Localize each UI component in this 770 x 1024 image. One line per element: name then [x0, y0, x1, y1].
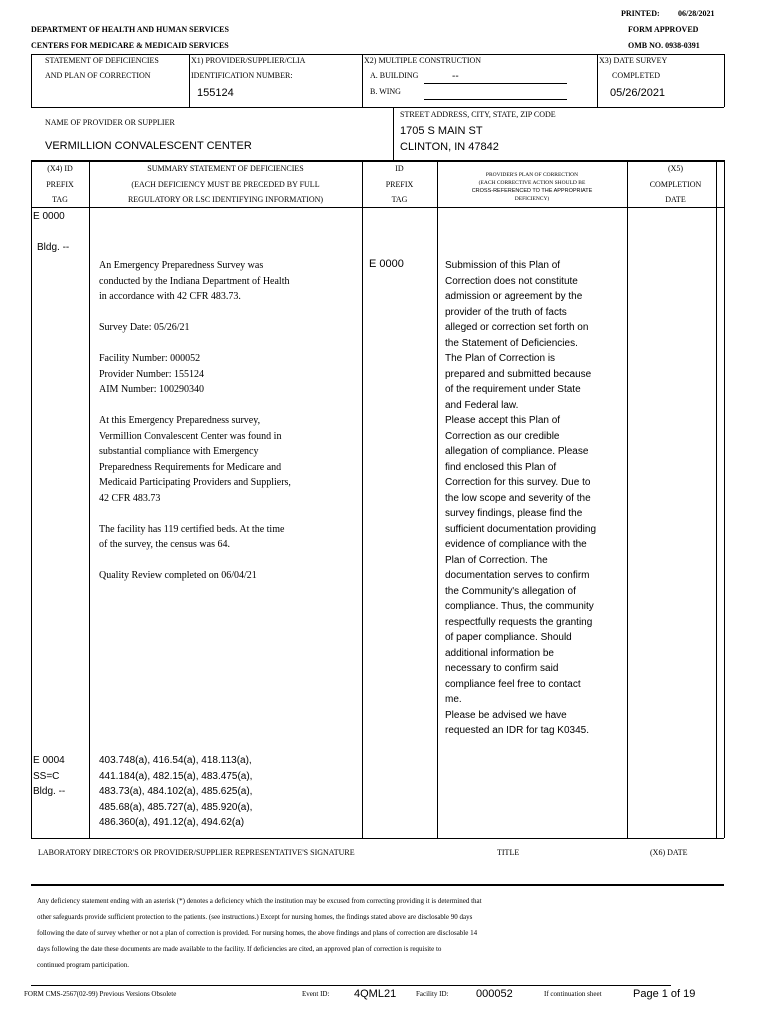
department-name: DEPARTMENT OF HEALTH AND HUMAN SERVICES: [31, 25, 229, 34]
provider-id-label-line2: IDENTIFICATION NUMBER:: [191, 71, 293, 80]
col-divider-plan: [627, 160, 628, 838]
provider-name-label: NAME OF PROVIDER OR SUPPLIER: [45, 118, 175, 127]
survey-completed-date: 05/26/2021: [610, 87, 666, 99]
table-top-border: [31, 160, 724, 162]
omb-number: OMB NO. 0938-0391: [628, 41, 700, 50]
id-header-line2: PREFIX: [385, 180, 414, 189]
wing-label: B. WING: [370, 87, 401, 96]
provider-id-label-line1: X1) PROVIDER/SUPPLIER/CLIA: [191, 56, 306, 65]
statement-label-line1: STATEMENT OF DEFICIENCIES: [45, 56, 159, 65]
plan-header-line3: CROSS-REFERENCED TO THE APPROPRIATE: [471, 188, 593, 194]
id-header-line1: ID: [395, 164, 404, 173]
statement-label-line2: AND PLAN OF CORRECTION: [45, 71, 151, 80]
form-approved: FORM APPROVED: [628, 25, 699, 34]
multiple-construction-label: X2) MULTIPLE CONSTRUCTION: [364, 56, 482, 65]
regulation-list: 403.748(a), 416.54(a), 418.113(a), 441.184(a), 482.15(a), 483.475(a), 483.73(a), 484.102(a), 485.625(a), 485.68(a), 485.727(a), 485.920(a), 486.360(a), 491.12(a), 494.62(a): [99, 755, 253, 828]
signature-bottom-border: [31, 884, 724, 886]
signature-label: LABORATORY DIRECTOR'S OR PROVIDER/SUPPLIER REPRESENTATIVE'S SIGNATURE: [38, 848, 355, 857]
col-divider-prefix: [89, 160, 90, 838]
x5-header-line1: (X5): [667, 164, 684, 173]
id-prefix-tag: E 0000: [369, 258, 404, 270]
title-label: TITLE: [497, 848, 520, 857]
date-survey-label-line1: X3) DATE SURVEY: [599, 56, 668, 65]
plan-header-line2: (EACH CORRECTIVE ACTION SHOULD BE: [478, 180, 586, 186]
top-grid-divider-2: [362, 54, 363, 107]
top-grid-divider-1: [189, 54, 190, 107]
col-divider-completion: [716, 160, 717, 838]
building-underline: [424, 83, 567, 84]
table-right-border: [724, 160, 725, 838]
date-survey-label-line2: COMPLETED: [612, 71, 660, 80]
top-grid-bottom-border: [31, 107, 724, 108]
provider-number: 155124: [197, 87, 234, 99]
centers-name: CENTERS FOR MEDICARE & MEDICAID SERVICES: [31, 41, 229, 50]
provider-name: VERMILLION CONVALESCENT CENTER: [45, 140, 252, 152]
facility-id-label: Facility ID:: [416, 990, 449, 998]
continuation-label: If continuation sheet: [544, 990, 602, 998]
x4-header-line2: PREFIX: [46, 180, 74, 189]
x5-header-line2: COMPLETION: [649, 180, 702, 189]
disclaimer-text: Any deficiency statement ending with an asterisk (*) denotes a deficiency which the institution may be excused from correcting providing it is determined that other safeguards provide sufficient protection to the patients. (see instructions.) Except for nursing homes, the findings stated above are disclosable 90 days following the date of survey whether or not a plan of correction is provided. For nursing homes, the above findings and plans of correction are disclosable 14 days following the date these documents are made available to the facility. If deficiencies are cited, an approved plan of correction is requisite to continued program participation.: [37, 897, 482, 969]
plan-header-line4: DEFICIENCY): [514, 196, 550, 202]
event-id-label: Event ID:: [302, 990, 330, 998]
summary-header-line1: SUMMARY STATEMENT OF DEFICIENCIES: [147, 164, 304, 173]
building-value: --: [452, 71, 459, 82]
tag-e0000: E 0000: [33, 211, 65, 222]
x5-header-line3: DATE: [665, 195, 686, 204]
printed-date: 06/28/2021: [678, 9, 715, 18]
top-grid-left-border: [31, 54, 32, 107]
col-divider-id: [437, 160, 438, 838]
building-label: A. BUILDING: [370, 71, 419, 80]
table-left-border: [31, 160, 32, 838]
id-header-line3: TAG: [391, 195, 408, 204]
top-grid-right-border: [724, 54, 725, 107]
top-grid-top-border: [31, 54, 724, 55]
top-grid-divider-3: [597, 54, 598, 107]
address-label: STREET ADDRESS, CITY, STATE, ZIP CODE: [400, 110, 556, 119]
bldg-label-1: Bldg. --: [37, 242, 70, 253]
provider-address-divider: [393, 107, 394, 160]
street-address: 1705 S MAIN ST: [400, 125, 483, 137]
printed-label: PRINTED:: [621, 9, 660, 18]
table-header-bottom-border: [31, 207, 724, 208]
page-number: Page 1 of 19: [633, 988, 696, 1000]
footer-rule: [31, 985, 671, 986]
x4-header-line1: (X4) ID: [47, 164, 73, 173]
plan-header-line1: PROVIDER'S PLAN OF CORRECTION: [485, 172, 579, 178]
summary-statement-text: An Emergency Preparedness Survey was conducted by the Indiana Department of Health in accordance with 42 CFR 483.73. Survey Date: 05/26/21 Facility Number: 000052 Provider Number: 155124 AIM Number: 100290340 At this Emergency Preparedness survey, Vermillion Convalescent Center was found in substantial compliance with Emergency Preparedness Requirements for Medicare and Medicaid Participating Providers and Suppliers, 42 CFR 483.73 The facility has 119 certified beds. At the time of the survey, the census was 64. Quality Review completed on 06/04/21: [99, 260, 291, 581]
event-id: 4QML21: [354, 988, 397, 1000]
tag-e0004: E 0004 SS=C Bldg. --: [33, 755, 66, 797]
table-bottom-border: [31, 838, 724, 839]
wing-underline: [424, 99, 567, 100]
plan-of-correction-text: Submission of this Plan of Correction does not constitute admission or agreement by the provider of the truth of facts alleged or correction set forth on the Statement of Deficiencies. The Plan of Correction is prepared and submitted because of the requirement under State and Federal law. Please accept this Plan of Correction as our credible allegation of compliance. Please find enclosed this Plan of Correction for this survey. Due to the low scope and severity of the survey findings, please find the sufficient documentation providing evidence of compliance with the Plan of Correction. The documentation serves to confirm the Community's allegation of compliance. Thus, the community respectfully requests the granting of paper compliance. Should additional information be necessary to confirm said compliance feel free to contact me. Please be advised we have requested an IDR for tag K0345.: [445, 260, 597, 736]
col-divider-summary: [362, 160, 363, 838]
x4-header-line3: TAG: [52, 195, 68, 204]
form-number: FORM CMS-2567(02-99) Previous Versions Obsolete: [24, 990, 177, 998]
summary-header-line3: REGULATORY OR LSC IDENTIFYING INFORMATION): [127, 195, 324, 204]
city-state-zip: CLINTON, IN 47842: [400, 141, 499, 153]
facility-id: 000052: [476, 988, 513, 1000]
summary-header-line2: (EACH DEFICIENCY MUST BE PRECEDED BY FULL: [131, 180, 320, 189]
date-label: (X6) DATE: [650, 848, 688, 857]
